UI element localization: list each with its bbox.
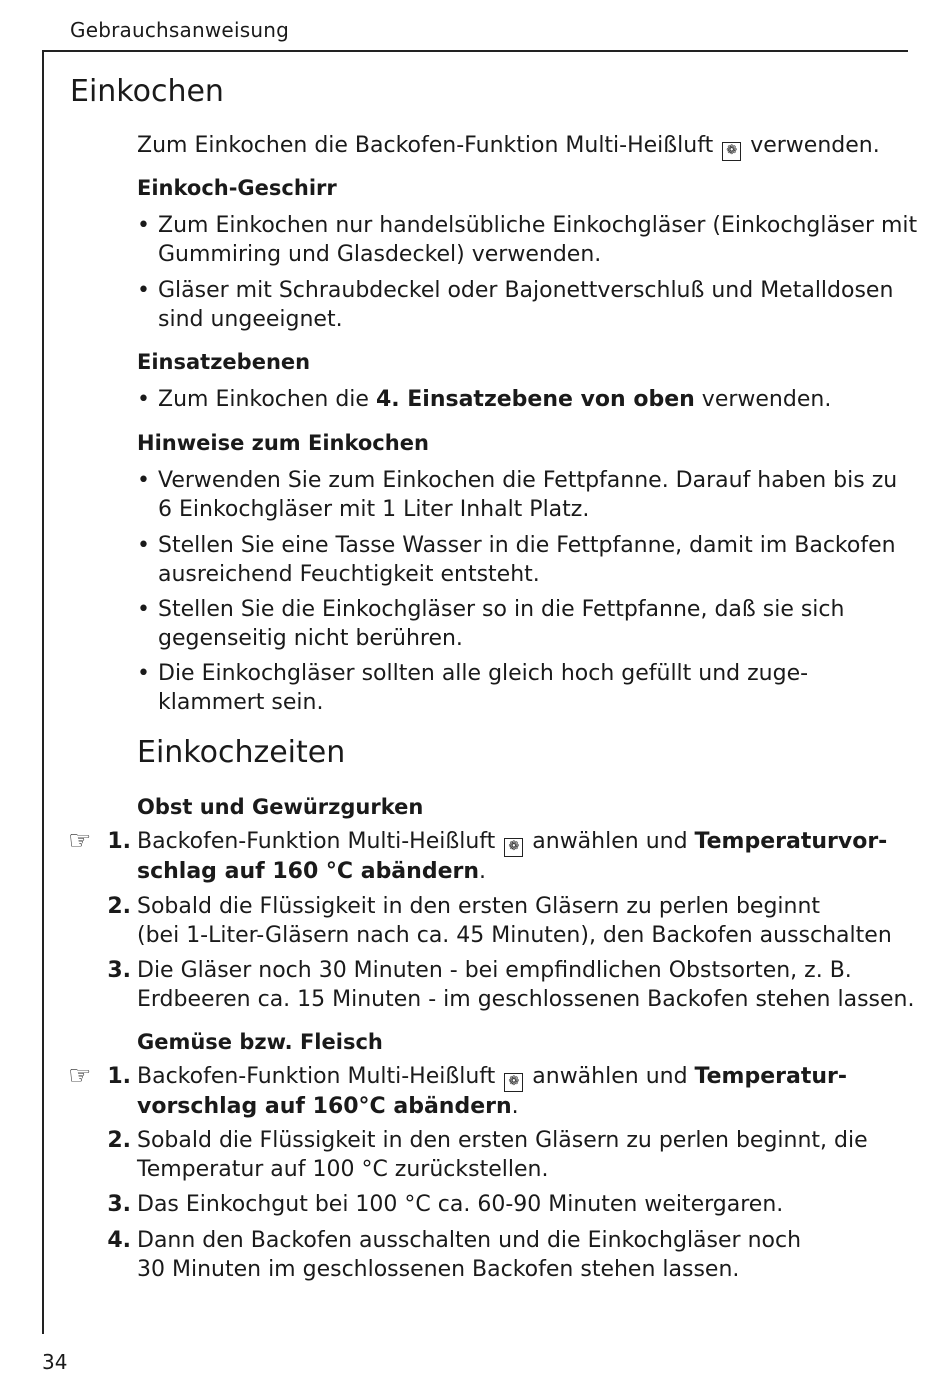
step-item <box>107 1126 868 1184</box>
margin-rule <box>42 50 44 1334</box>
section-title-einkochzeiten: Einkochzeiten <box>137 735 346 770</box>
list-item-line: Stellen Sie eine Tasse Wasser in die Fettpfanne, damit im Backofen <box>158 533 896 558</box>
bullet: • <box>137 213 150 238</box>
step-line: 30 Minuten im geschlossenen Backofen stehen lassen. <box>137 1257 740 1282</box>
fan-icon: ❁ <box>504 838 523 857</box>
step-item <box>107 1226 802 1284</box>
step-line: (bei 1-Liter-Gläsern nach ca. 45 Minuten), den Backofen ausschalten <box>137 923 892 948</box>
step-line: Die Gläser noch 30 Minuten - bei empfindlichen Obstsorten, z. B. <box>137 958 852 983</box>
list-item-line: Zum Einkochen die 4. Einsatzebene von oben verwenden. <box>158 387 832 412</box>
subheading-einkoch-geschirr: Einkoch-Geschirr <box>137 176 337 200</box>
step-number: 3. <box>107 958 131 983</box>
list-item-line: 6 Einkochgläser mit 1 Liter Inhalt Platz. <box>158 497 590 522</box>
intro-text: Zum Einkochen die Backofen-Funktion Multi-Heißluft <box>137 133 714 158</box>
header-rule <box>42 50 908 52</box>
pointing-hand-icon: ☞ <box>68 1061 92 1091</box>
step-line: vorschlag auf 160°C abändern. <box>137 1094 519 1119</box>
section-title-einkochen: Einkochen <box>70 74 224 109</box>
list-item-line: Gläser mit Schraubdeckel oder Bajonettverschluß und Metalldosen <box>158 278 894 303</box>
list-item-line: ausreichend Feuchtigkeit entsteht. <box>158 562 540 587</box>
step-item <box>107 892 892 950</box>
list-item-line: klammert sein. <box>158 690 324 715</box>
list-item-line: Zum Einkochen nur handelsübliche Einkochgläser (Einkochgläser mit <box>158 213 918 238</box>
running-header: Gebrauchsanweisung <box>70 18 289 42</box>
step-line: schlag auf 160 °C abändern. <box>137 859 486 884</box>
list-item-line: gegenseitig nicht berühren. <box>158 626 463 651</box>
list-item-line: sind ungeeignet. <box>158 307 343 332</box>
step-number: 1. <box>107 829 131 854</box>
step-line: Sobald die Flüssigkeit in den ersten Gläsern zu perlen beginnt <box>137 894 821 919</box>
list-item-line: Gummiring und Glasdeckel) verwenden. <box>158 242 602 267</box>
bullet: • <box>137 597 150 622</box>
bullet: • <box>137 533 150 558</box>
step-item <box>107 1062 847 1121</box>
bullet: • <box>137 468 150 493</box>
list-item-line: Die Einkochgläser sollten alle gleich hoch gefüllt und zuge- <box>158 661 809 686</box>
step-number: 1. <box>107 1064 131 1089</box>
list-item-line: Verwenden Sie zum Einkochen die Fettpfanne. Darauf haben bis zu <box>158 468 898 493</box>
step-number: 3. <box>107 1192 131 1217</box>
fan-icon: ❁ <box>504 1073 523 1092</box>
subheading-einsatzebenen: Einsatzebenen <box>137 350 311 374</box>
step-item <box>107 956 915 1014</box>
step-item <box>107 1190 784 1219</box>
step-line: Dann den Backofen ausschalten und die Einkochgläser noch <box>137 1228 802 1253</box>
step-number: 4. <box>107 1228 131 1253</box>
intro-paragraph <box>137 131 880 161</box>
step-number: 2. <box>107 1128 131 1153</box>
fan-icon: ❁ <box>722 142 741 161</box>
subheading-gemuese: Gemüse bzw. Fleisch <box>137 1030 383 1054</box>
page-number: 34 <box>42 1350 68 1374</box>
step-line: Das Einkochgut bei 100 °C ca. 60-90 Minuten weitergaren. <box>137 1192 784 1217</box>
subheading-obst: Obst und Gewürzgurken <box>137 795 424 819</box>
bullet: • <box>137 278 150 303</box>
pointing-hand-icon: ☞ <box>68 826 92 856</box>
step-number: 2. <box>107 894 131 919</box>
step-item <box>107 827 888 886</box>
bullet: • <box>137 661 150 686</box>
step-line: Backofen-Funktion Multi-Heißluft ❁ anwählen und Temperatur- <box>137 1062 847 1092</box>
step-line: Sobald die Flüssigkeit in den ersten Gläsern zu perlen beginnt, die <box>137 1128 868 1153</box>
list-item-line: Stellen Sie die Einkochgläser so in die Fettpfanne, daß sie sich <box>158 597 845 622</box>
intro-text-end: verwenden. <box>750 133 880 158</box>
step-line: Temperatur auf 100 °C zurückstellen. <box>137 1157 549 1182</box>
step-line: Erdbeeren ca. 15 Minuten - im geschlossenen Backofen stehen lassen. <box>137 987 915 1012</box>
bullet: • <box>137 387 150 412</box>
step-line: Backofen-Funktion Multi-Heißluft ❁ anwählen und Temperaturvor- <box>137 827 887 857</box>
subheading-hinweise: Hinweise zum Einkochen <box>137 431 429 455</box>
